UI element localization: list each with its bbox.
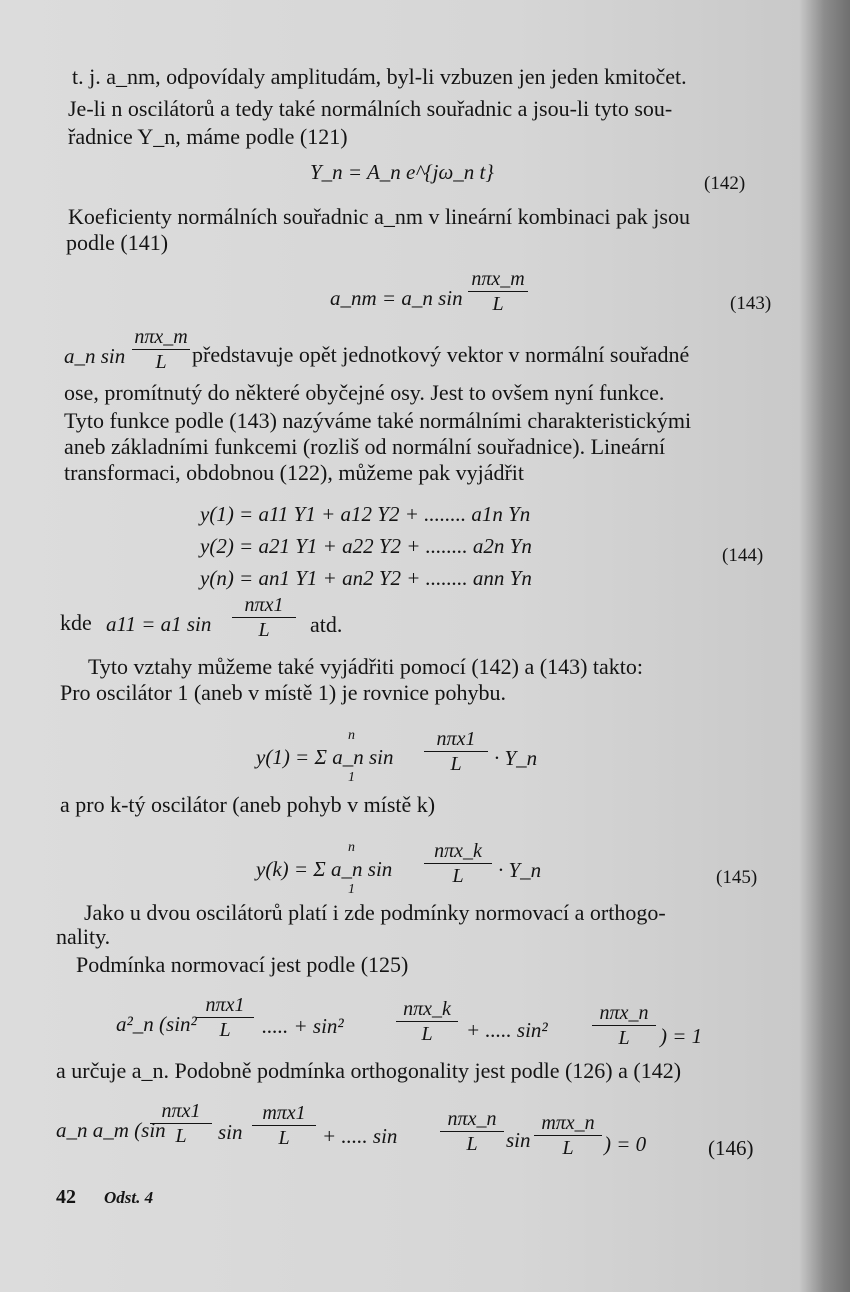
orth-fraction-2 — [252, 1102, 316, 1149]
fraction-numerator: nπx_m — [134, 326, 188, 348]
fraction-denominator: L — [278, 1127, 290, 1149]
fraction-denominator: L — [452, 865, 464, 887]
kde-fraction — [232, 594, 296, 641]
fraction-numerator: nπx1 — [205, 994, 245, 1016]
inline-fraction — [132, 326, 190, 373]
orth-mid: + ..... sin — [322, 1124, 398, 1148]
fraction-bar — [132, 349, 190, 350]
fraction-numerator: nπx_k — [403, 998, 451, 1020]
orth-fraction-3 — [440, 1108, 504, 1155]
text-line-9: aneb základními funkcemi (rozliš od normální souřadnice). Lineární — [64, 434, 666, 459]
equation-142: Y_n = A_n e^{jω_n t} — [310, 160, 494, 184]
text-line-7: ose, promítnutý do některé obyčejné osy. Jest to ovšem nyní funkce. — [64, 380, 665, 405]
equation-number-142: (142) — [704, 173, 746, 194]
fraction-numerator: nπx1 — [436, 728, 476, 750]
norm-lhs: a²_n (sin² — [116, 1012, 197, 1036]
text-line-4: Koeficienty normálních souřadnic a_nm v lineární kombinaci pak jsou — [68, 204, 690, 229]
norm-fraction-1 — [196, 994, 254, 1041]
text-kde: kde — [60, 610, 92, 635]
fraction-bar — [196, 1017, 254, 1018]
text-line-5: podle (141) — [66, 230, 169, 255]
sum-lower-limit: 1 — [348, 770, 355, 785]
orth-fraction-1 — [150, 1100, 212, 1147]
fraction-denominator: L — [155, 351, 167, 373]
equation-144-row-2: y(2) = a21 Y1 + a22 Y2 + ........ a2n Yn — [200, 534, 532, 558]
fraction-numerator: mπx1 — [262, 1102, 306, 1124]
section-label: Odst. 4 — [104, 1188, 154, 1207]
text-line-18: Podmínka normovací jest podle (125) — [76, 952, 409, 977]
fraction-denominator: L — [219, 1019, 231, 1041]
equation-y1-rhs: · Y_n — [494, 746, 538, 770]
norm-fraction-2 — [396, 998, 458, 1045]
fraction-bar — [232, 617, 296, 618]
fraction-bar — [440, 1131, 504, 1132]
orth-lhs: a_n a_m (sin — [56, 1118, 166, 1142]
fraction-numerator: nπx_n — [599, 1002, 649, 1024]
equation-yk-fraction — [424, 840, 492, 887]
text-line-14: Pro oscilátor 1 (aneb v místě 1) je rovnice pohybu. — [60, 680, 507, 705]
text-atd: atd. — [310, 612, 343, 637]
orth-sin-2: sin — [218, 1120, 243, 1144]
fraction-numerator: nπx1 — [161, 1100, 201, 1122]
text-line-19: a určuje a_n. Podobně podmínka orthogonality jest podle (126) a (142) — [56, 1058, 682, 1083]
text-line-1: t. j. a_nm, odpovídaly amplitudám, byl-li vzbuzen jen jeden kmitočet. — [72, 64, 687, 89]
text-line-15: a pro k-tý oscilátor (aneb pohyb v místě k) — [60, 792, 436, 817]
norm-rhs: ) = 1 — [660, 1024, 703, 1048]
fraction-denominator: L — [466, 1133, 478, 1155]
sum-lower-limit: 1 — [348, 882, 355, 897]
fraction-numerator: nπx_k — [434, 840, 482, 862]
equation-y1-fraction — [424, 728, 488, 775]
fraction-numerator: mπx_n — [541, 1112, 595, 1134]
sum-upper-limit: n — [348, 728, 355, 743]
norm-fraction-3 — [592, 1002, 656, 1049]
equation-144-row-1: y(1) = a11 Y1 + a12 Y2 + ........ a1n Yn — [200, 502, 531, 526]
equation-yk-rhs: · Y_n — [498, 858, 542, 882]
inline-lhs: a_n sin — [64, 344, 126, 368]
norm-mid-1: ..... + sin² — [262, 1014, 344, 1038]
equation-number-145: (145) — [716, 867, 758, 888]
fraction-bar — [424, 863, 492, 864]
fraction-bar — [468, 291, 528, 292]
text-line-8: Tyto funkce podle (143) nazýváme také normálními charakteristickými — [64, 408, 692, 433]
text-line-17: nality. — [56, 924, 111, 949]
fraction-bar — [150, 1123, 212, 1124]
fraction-bar — [592, 1025, 656, 1026]
orth-rhs: ) = 0 — [604, 1132, 647, 1156]
fraction-denominator: L — [421, 1023, 433, 1045]
fraction-bar — [534, 1135, 602, 1136]
text-line-3: řadnice Y_n, máme podle (121) — [68, 124, 348, 149]
fraction-denominator: L — [258, 619, 270, 641]
equation-143-fraction — [468, 268, 528, 315]
equation-number-144: (144) — [722, 545, 764, 566]
orth-fraction-4 — [534, 1112, 602, 1159]
fraction-denominator: L — [175, 1125, 187, 1147]
fraction-bar — [396, 1021, 458, 1022]
text-line-16: Jako u dvou oscilátorů platí i zde podmínky normovací a orthogo- — [84, 900, 666, 925]
fraction-numerator: nπx_n — [447, 1108, 497, 1130]
equation-y1-lhs: y(1) = Σ a_n sin — [256, 745, 394, 769]
equation-number-146: (146) — [708, 1136, 754, 1160]
text-line-6: představuje opět jednotkový vektor v normální souřadné — [192, 342, 690, 367]
text-line-10: transformaci, obdobnou (122), můžeme pak vyjádřit — [64, 460, 525, 485]
sum-upper-limit: n — [348, 840, 355, 855]
kde-lhs: a11 = a1 sin — [106, 612, 212, 636]
equation-yk-lhs: y(k) = Σ a_n sin — [256, 857, 393, 881]
orth-sin-4: sin — [506, 1128, 531, 1152]
fraction-denominator: L — [618, 1027, 630, 1049]
equation-143-lhs: a_nm = a_n sin — [330, 286, 463, 310]
equation-number-143: (143) — [730, 293, 772, 314]
text-line-13: Tyto vztahy můžeme také vyjádřiti pomocí (142) a (143) takto: — [88, 654, 644, 679]
fraction-denominator: L — [450, 753, 462, 775]
fraction-bar — [252, 1125, 316, 1126]
page-number: 42 — [56, 1186, 76, 1208]
fraction-numerator: nπx_m — [471, 268, 525, 290]
equation-144-row-3: y(n) = an1 Y1 + an2 Y2 + ........ ann Yn — [200, 566, 532, 590]
fraction-bar — [424, 751, 488, 752]
norm-mid-2: + ..... sin² — [466, 1018, 548, 1042]
text-line-2: Je-li n oscilátorů a tedy také normálních souřadnic a jsou-li tyto sou- — [68, 96, 673, 121]
fraction-denominator: L — [492, 293, 504, 315]
fraction-numerator: nπx1 — [244, 594, 284, 616]
fraction-denominator: L — [562, 1137, 574, 1159]
